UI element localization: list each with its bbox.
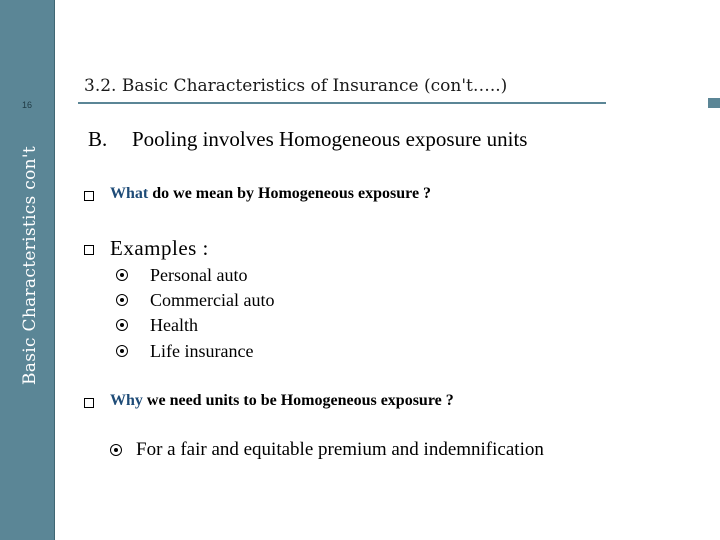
examples-label: Examples :	[110, 236, 209, 260]
target-bullet-icon	[110, 444, 122, 456]
question-why-rest: we need units to be Homogeneous exposure ?	[142, 392, 454, 409]
title-underline	[78, 102, 606, 104]
question-what	[110, 185, 431, 203]
example-text: Personal auto	[150, 265, 248, 285]
example-text: Commercial auto	[150, 290, 275, 310]
question-what-rest: do we mean by Homogeneous exposure ?	[148, 185, 432, 202]
target-bullet-icon	[116, 345, 128, 357]
target-bullet-icon	[116, 319, 128, 331]
question-why-lead: Why	[110, 392, 143, 409]
section-subtitle	[88, 127, 527, 152]
target-bullet-icon	[116, 294, 128, 306]
square-bullet-icon	[84, 191, 94, 201]
question-why	[110, 392, 454, 410]
square-bullet-icon	[84, 245, 94, 255]
sidebar-divider	[54, 0, 55, 540]
slide-number: 16	[21, 100, 32, 110]
subtitle-text: Pooling involves Homogeneous exposure units	[132, 127, 528, 151]
square-bullet-icon	[84, 398, 94, 408]
subtitle-letter: B.	[88, 127, 108, 151]
example-text: Life insurance	[150, 341, 254, 361]
title-accent-block	[708, 98, 720, 108]
side-title: Basic Characteristics con't	[20, 146, 40, 385]
answer-text: For a fair and equitable premium and indemnification	[136, 439, 544, 460]
page-title: 3.2. Basic Characteristics of Insurance (con't…..)	[84, 76, 508, 96]
question-what-lead: What	[110, 185, 149, 202]
target-bullet-icon	[116, 269, 128, 281]
example-text: Health	[150, 315, 198, 335]
